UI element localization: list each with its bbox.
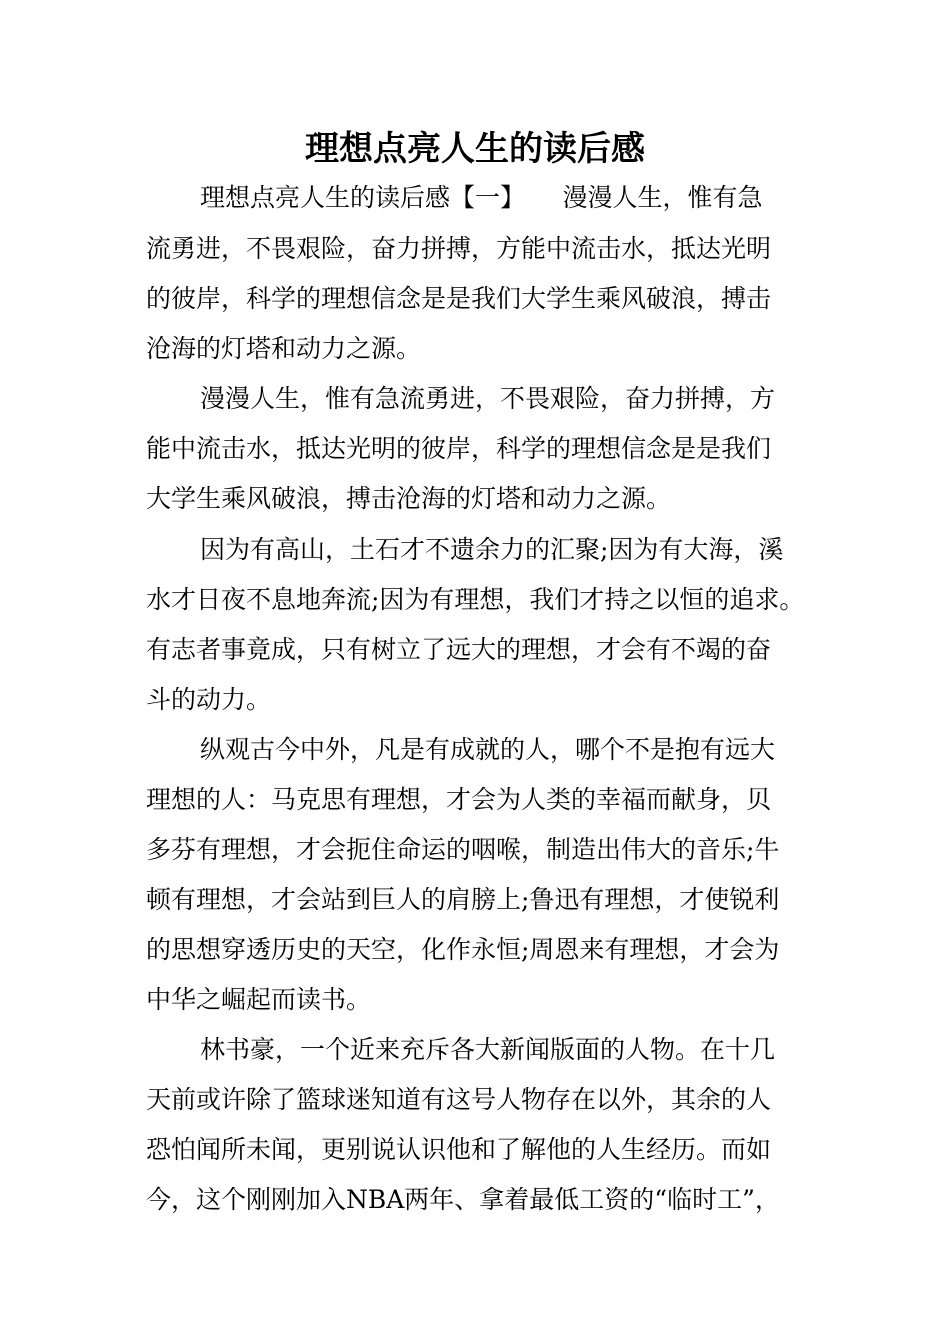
paragraph-1-line-1: 理想点亮人生的读后感【一】 漫漫人生，惟有急 (200, 183, 763, 212)
paragraph-5-line-1: 林书豪，一个近来充斥各大新闻版面的人物。在十几 (200, 1035, 776, 1064)
paragraph-5-line-4: 今，这个刚刚加入NBA两年、拿着最低工资的“临时工”， (146, 1185, 780, 1214)
paragraph-5-line-2: 天前或许除了篮球迷知道有这号人物存在以外，其余的人 (146, 1085, 772, 1114)
paragraph-1-line-3: 的彼岸，科学的理想信念是是我们大学生乘风破浪，搏击 (146, 284, 772, 313)
paragraph-2-line-2: 能中流击水，抵达光明的彼岸，科学的理想信念是是我们 (146, 434, 772, 463)
paragraph-4-line-2: 理想的人：马克思有理想，才会为人类的幸福而献身，贝 (146, 785, 772, 814)
paragraph-4-line-6: 中华之崛起而读书。 (146, 985, 372, 1014)
paragraph-4-line-1: 纵观古今中外，凡是有成就的人，哪个不是抱有远大 (200, 735, 776, 764)
document-title: 理想点亮人生的读后感 (305, 129, 645, 169)
paragraph-3-line-4: 斗的动力。 (146, 685, 272, 714)
paragraph-4-line-5: 的思想穿透历史的天空，化作永恒;周恩来有理想，才会为 (146, 935, 780, 964)
paragraph-5-line-3: 恐怕闻所未闻，更别说认识他和了解他的人生经历。而如 (146, 1135, 772, 1164)
paragraph-4-line-3: 多芬有理想，才会扼住命运的咽喉，制造出伟大的音乐;牛 (146, 835, 780, 864)
paragraph-1-line-4: 沧海的灯塔和动力之源。 (146, 334, 422, 363)
paragraph-3-line-2: 水才日夜不息地奔流;因为有理想，我们才持之以恒的追求。 (146, 585, 805, 614)
paragraph-2-line-1: 漫漫人生，惟有急流勇进，不畏艰险，奋力拼搏，方 (200, 384, 776, 413)
paragraph-1-line-2: 流勇进，不畏艰险，奋力拼搏，方能中流击水，抵达光明 (146, 234, 772, 263)
paragraph-3-line-1: 因为有高山，土石才不遗余力的汇聚;因为有大海，溪 (200, 535, 784, 564)
paragraph-2-line-3: 大学生乘风破浪，搏击沧海的灯塔和动力之源。 (146, 484, 672, 513)
paragraph-4-line-4: 顿有理想，才会站到巨人的肩膀上;鲁迅有理想，才使锐利 (146, 885, 780, 914)
paragraph-3-line-3: 有志者事竟成，只有树立了远大的理想，才会有不竭的奋 (146, 635, 772, 664)
